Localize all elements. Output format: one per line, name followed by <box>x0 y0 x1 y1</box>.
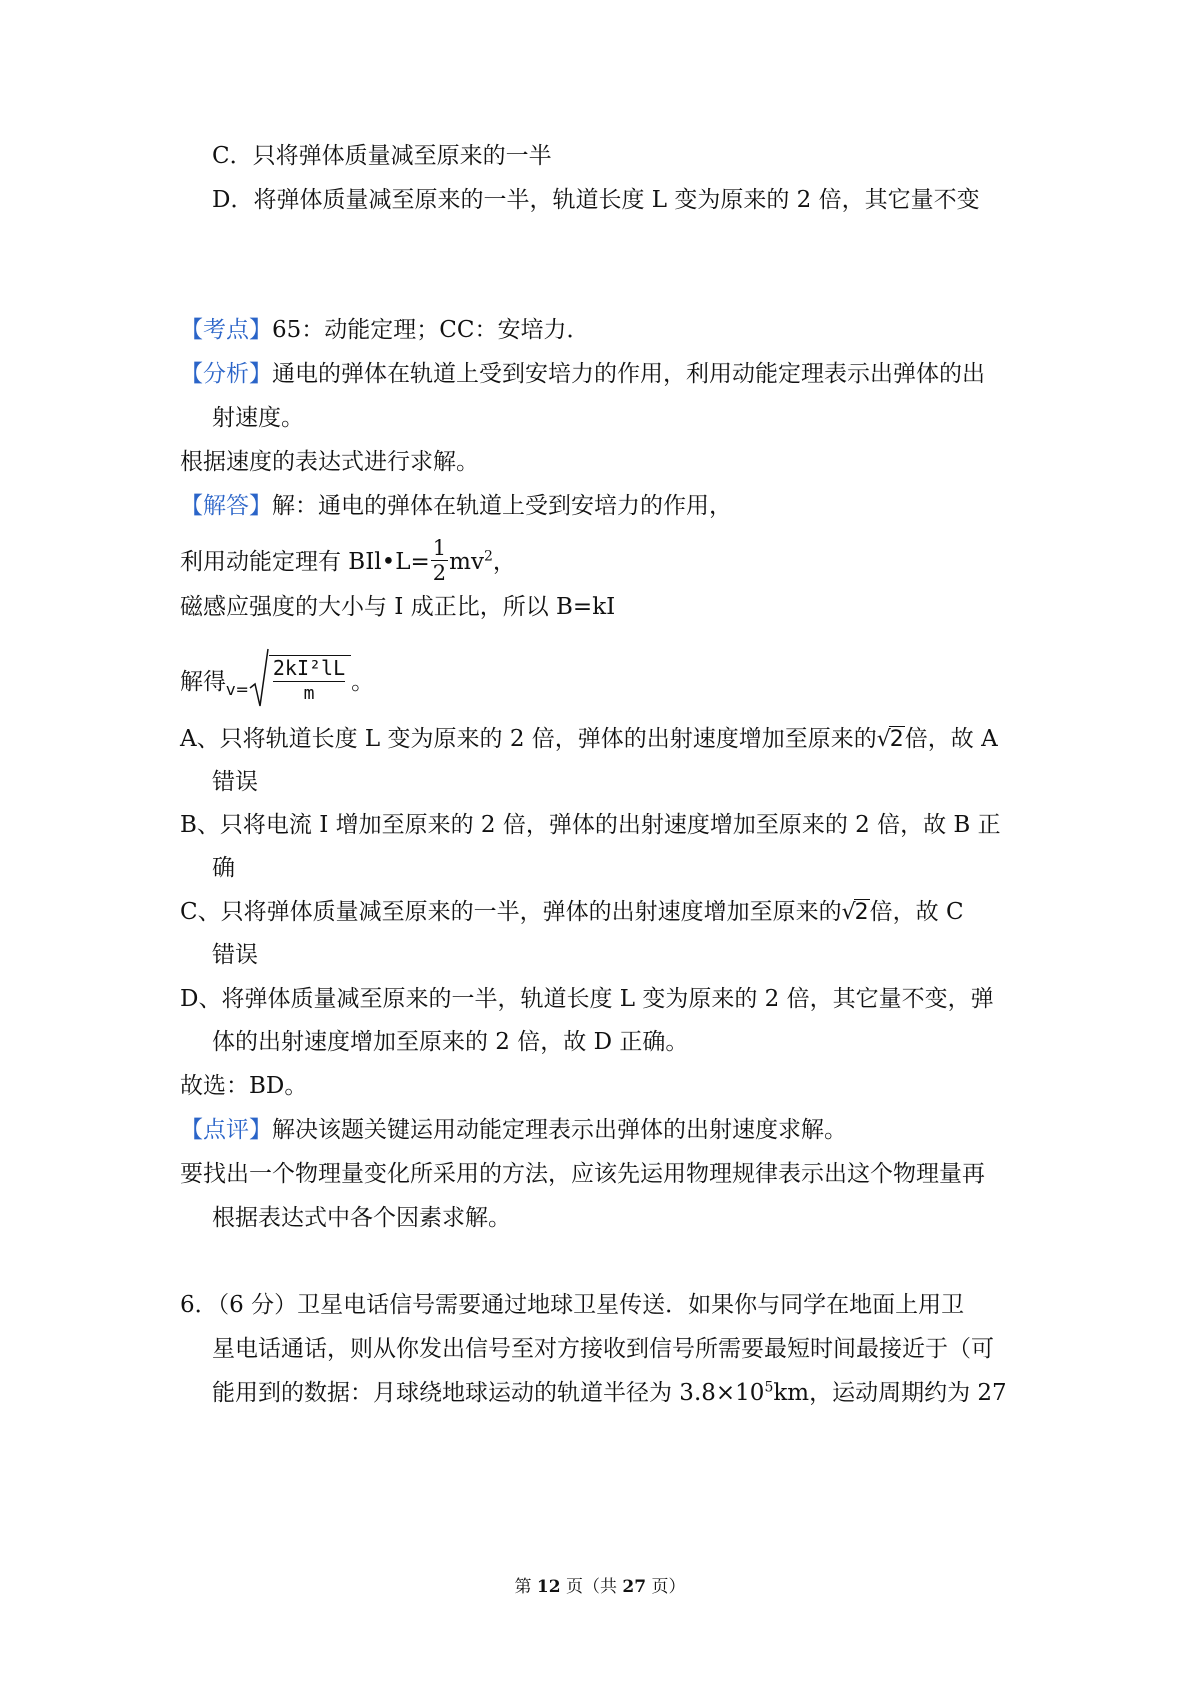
equation-mv: mv <box>449 549 484 575</box>
analysis-a-line-2: 错误 <box>212 769 258 795</box>
question-6-line-1: 6．（6 分）卫星电话信号需要通过地球卫星传送．如果你与同学在地面上用卫 <box>180 1292 965 1318</box>
page-footer <box>0 1575 1200 1599</box>
radical-body <box>269 655 351 704</box>
question-6-text-a: 能用到的数据：月球绕地球运动的轨道半径为 3.8×10 <box>212 1380 765 1406</box>
footer-total-pages: 27 <box>622 1577 647 1597</box>
analysis-a-text: A、只将轨道长度 L 变为原来的 2 倍，弹体的出射速度增加至原来的 <box>180 726 877 752</box>
solve-end: 。 <box>351 669 375 695</box>
equation-end: ， <box>492 549 516 575</box>
footer-post: 页） <box>651 1577 686 1597</box>
fraction-half <box>431 538 448 584</box>
jieda-line-1 <box>180 491 732 521</box>
velocity-label: v= <box>226 680 249 699</box>
kaodian-line <box>180 315 589 345</box>
jieda-tag: 【解答】 <box>180 493 272 519</box>
fraction-denominator: 2 <box>432 561 447 585</box>
fenxi-line-2: 射速度。 <box>212 405 304 431</box>
jieda-text-1: 解：通电的弹体在轨道上受到安培力的作用， <box>272 493 732 519</box>
equation-prefix: 利用动能定理有 BIl•L= <box>180 549 430 575</box>
radical-denominator: m <box>303 682 315 704</box>
sqrt-two-c <box>842 898 870 928</box>
option-d: D．将弹体质量减至原来的一半，轨道长度 L 变为原来的 2 倍，其它量不变 <box>212 187 980 213</box>
equation-exponent: 2 <box>483 548 493 565</box>
analysis-c-line-1 <box>180 897 964 928</box>
jieda-line-3: 磁感应强度的大小与 I 成正比，所以 B=kI <box>180 594 616 620</box>
fenxi-line-3: 根据速度的表达式进行求解。 <box>180 449 479 475</box>
fenxi-text-1: 通电的弹体在轨道上受到安培力的作用，利用动能定理表示出弹体的出 <box>272 361 985 387</box>
fraction-numerator: 1 <box>432 536 447 560</box>
footer-pre: 第 <box>514 1577 532 1597</box>
kinetic-energy-equation <box>180 536 516 586</box>
fenxi-line-1 <box>180 359 985 389</box>
analysis-b-line-1: B、只将电流 I 增加至原来的 2 倍，弹体的出射速度增加至原来的 2 倍，故 B 正 <box>180 812 1001 838</box>
analysis-c-text: C、只将弹体质量减至原来的一半，弹体的出射速度增加至原来的 <box>180 899 842 925</box>
dianping-line-3: 根据表达式中各个因素求解。 <box>212 1205 511 1231</box>
solution-formula <box>180 652 374 714</box>
footer-mid: 页（共 <box>566 1577 617 1597</box>
solve-prefix: 解得 <box>180 669 226 695</box>
velocity-formula <box>226 648 351 710</box>
dianping-text-1: 解决该题关键运用动能定理表示出弹体的出射速度求解。 <box>272 1117 847 1143</box>
kaodian-text: 65：动能定理；CC：安培力． <box>272 317 590 343</box>
analysis-a-end: 倍，故 A <box>904 726 998 752</box>
dianping-line-2: 要找出一个物理量变化所采用的方法，应该先运用物理规律表示出这个物理量再 <box>180 1161 985 1187</box>
analysis-a-line-1 <box>180 724 998 755</box>
question-6-line-2: 星电话通话，则从你发出信号至对方接收到信号所需要最短时间最接近于（可 <box>212 1336 994 1362</box>
footer-page-number: 12 <box>536 1577 561 1597</box>
analysis-b-line-2: 确 <box>212 855 235 881</box>
dianping-tag: 【点评】 <box>180 1117 272 1143</box>
answer-line: 故选：BD。 <box>180 1073 308 1099</box>
radical-numerator: 2kI²lL <box>272 655 346 680</box>
analysis-d-line-2: 体的出射速度增加至原来的 2 倍，故 D 正确。 <box>212 1029 689 1055</box>
analysis-c-line-2: 错误 <box>212 942 258 968</box>
question-6-exponent: 5 <box>764 1379 774 1396</box>
sqrt-radicand: 2 <box>854 900 869 925</box>
radical-sign-icon: √ <box>841 900 856 925</box>
dianping-line-1 <box>180 1115 847 1145</box>
kaodian-tag: 【考点】 <box>180 317 272 343</box>
radical-sign-icon: √ <box>876 727 891 752</box>
analysis-d-line-1: D、将弹体质量减至原来的一半，轨道长度 L 变为原来的 2 倍，其它量不变，弹 <box>180 986 994 1012</box>
option-c: C．只将弹体质量减至原来的一半 <box>212 143 552 169</box>
sqrt-radicand: 2 <box>889 727 904 752</box>
sqrt-two-a <box>877 725 905 755</box>
question-6-text-b: km，运动周期约为 27 <box>773 1380 1007 1406</box>
radical-sign-icon <box>249 648 269 710</box>
fenxi-tag: 【分析】 <box>180 361 272 387</box>
analysis-c-end: 倍，故 C <box>869 899 964 925</box>
question-6-line-3 <box>212 1378 1007 1408</box>
